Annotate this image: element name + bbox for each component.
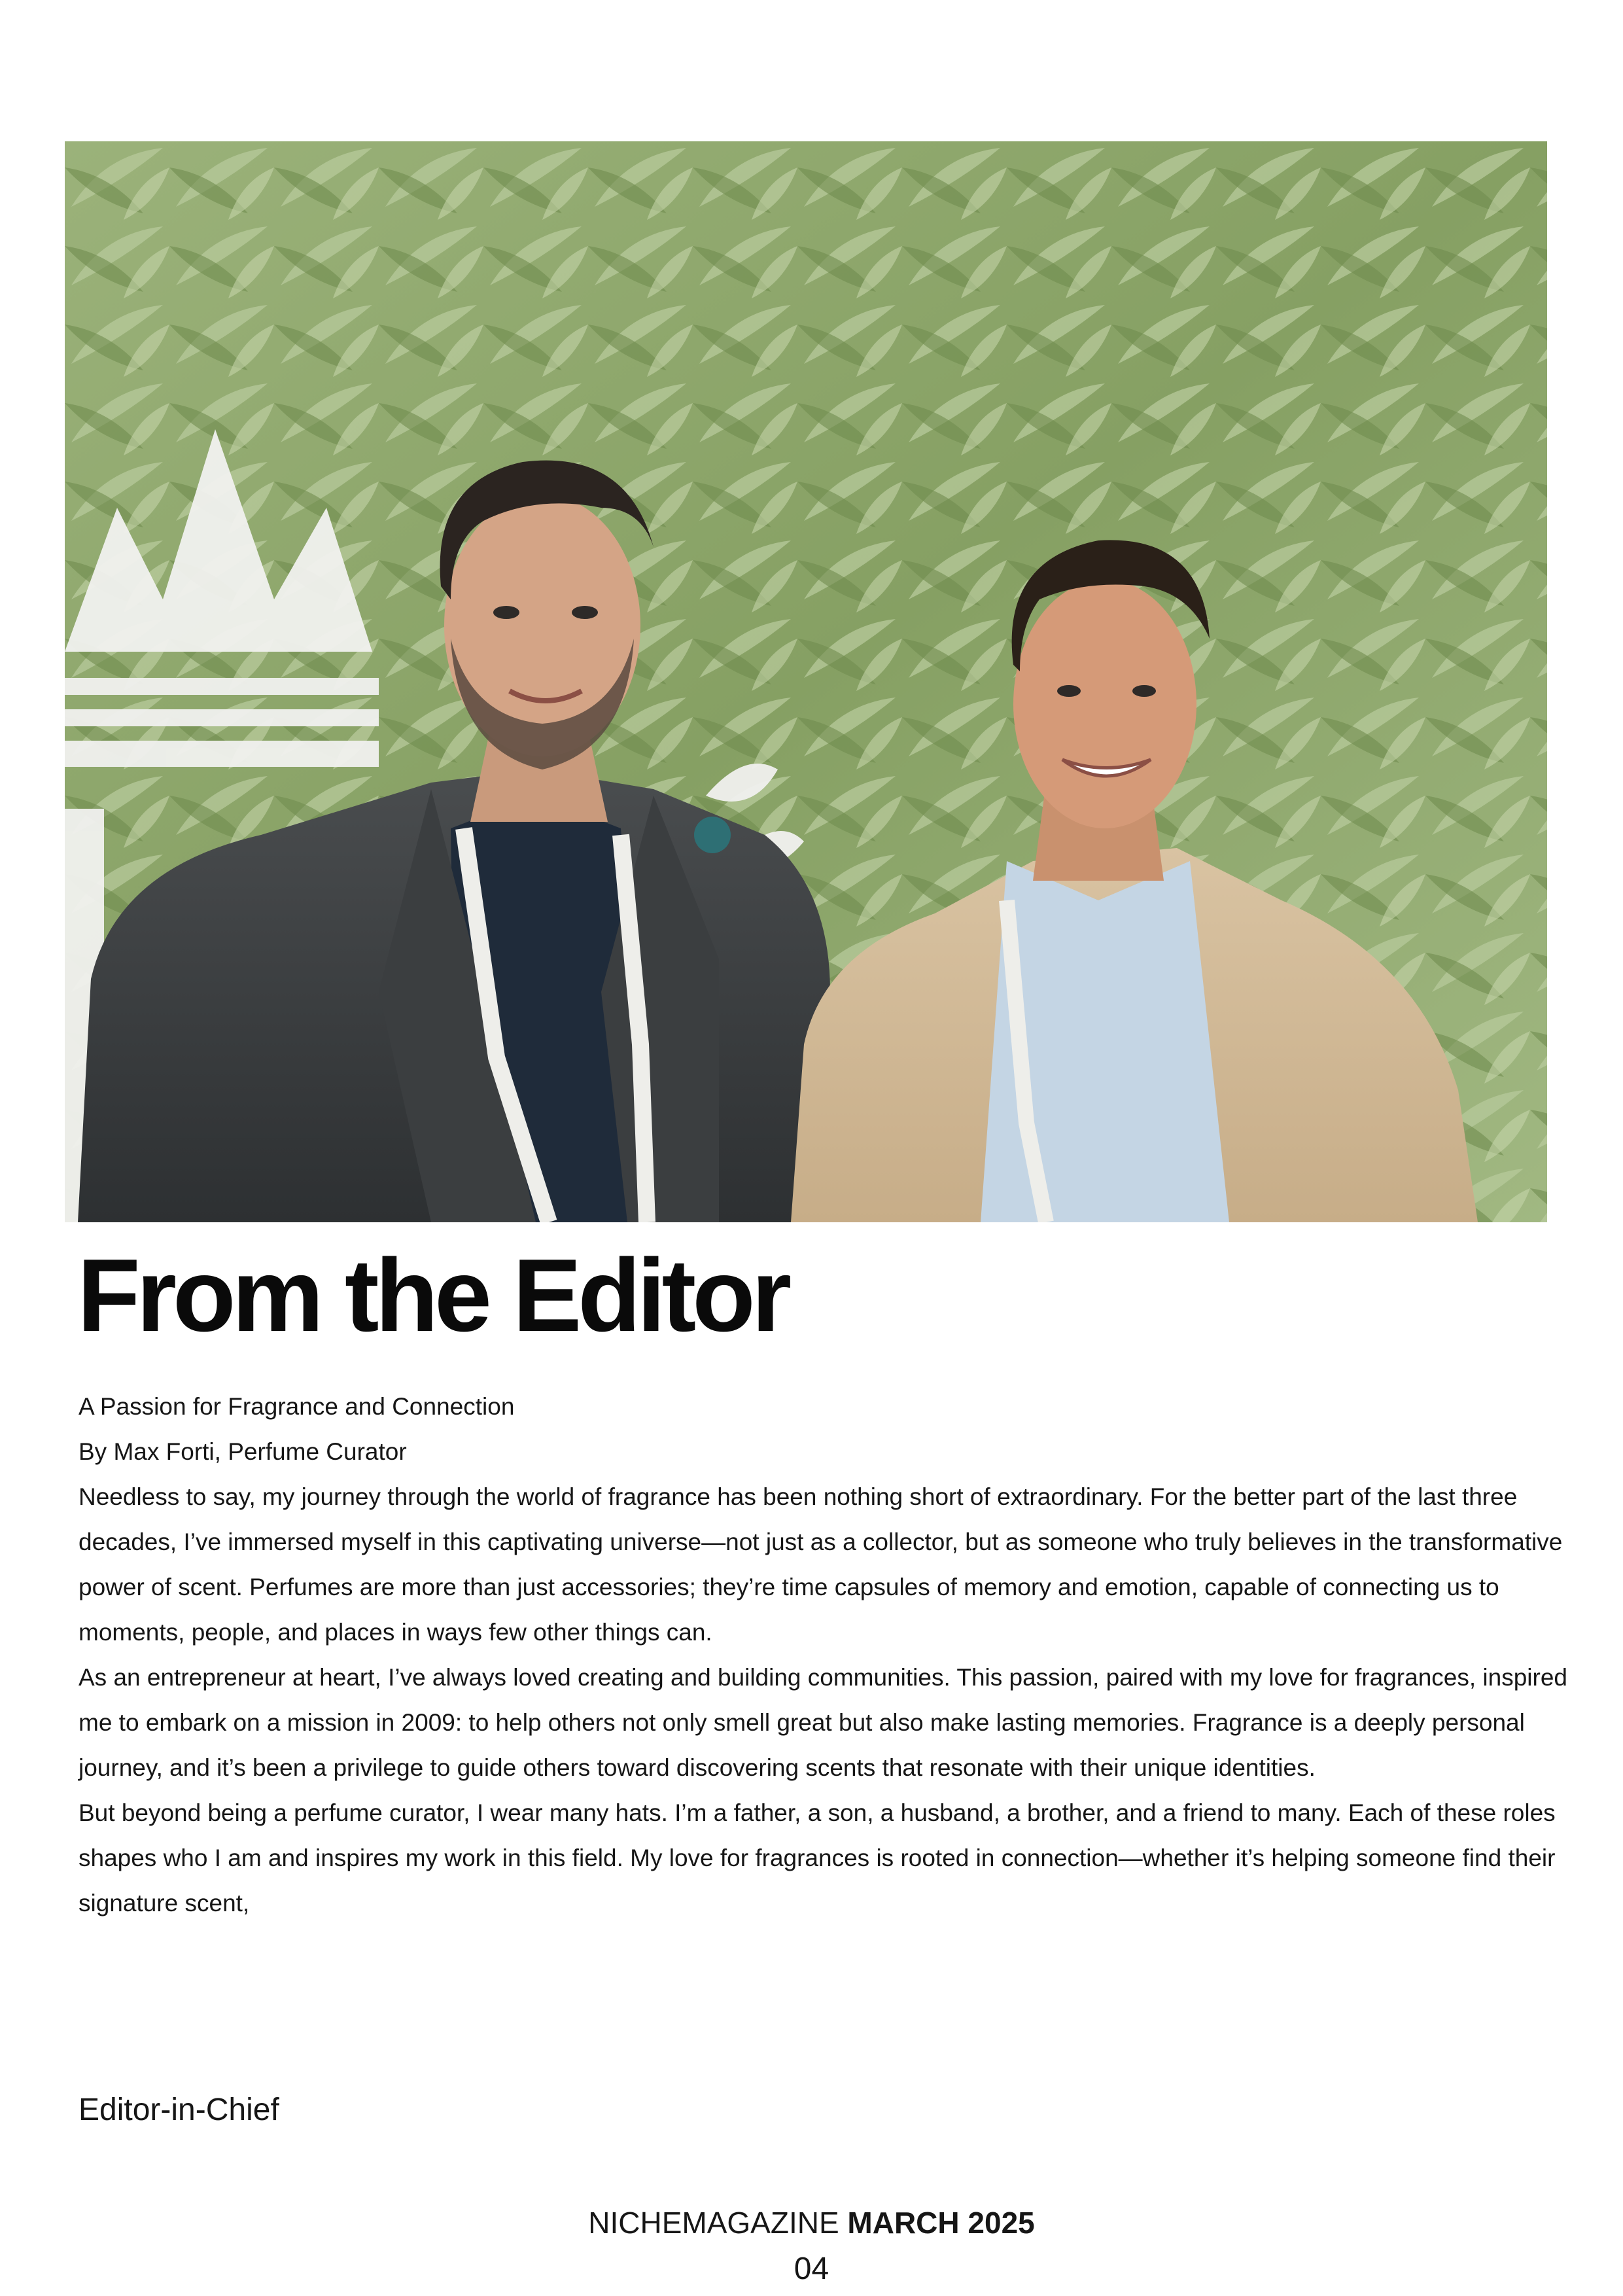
editor-photo-illustration: [65, 141, 1547, 1222]
hero-photo: [65, 141, 1547, 1222]
article-paragraph: As an entrepreneur at heart, I’ve always loved creating and building communities. This passion, paired with my love for fragrances, inspired me to embark on a mission in 2009: to help others not only smell great but also make lasting memories. Fragrance is a deeply personal journey, and it’s been a privilege to guide others toward discovering scents that resonate with their unique identities.: [79, 1664, 1567, 1781]
page-title: From the Editor: [77, 1238, 788, 1353]
page-number: 04: [794, 2252, 829, 2286]
article-subtitle: A Passion for Fragrance and Connection: [79, 1393, 515, 1420]
magazine-name: NICHEMAGAZINE: [588, 2206, 839, 2240]
issue-date: MARCH 2025: [847, 2206, 1035, 2240]
article-byline: By Max Forti, Perfume Curator: [79, 1438, 407, 1465]
article-body: [79, 1384, 1570, 1926]
article-paragraph: But beyond being a perfume curator, I wear many hats. I’m a father, a son, a husband, a brother, and a friend to many. Each of these roles shapes who I am and inspires my work in this field. My love for fragrances is rooted in connection—whether it’s helping someone find their signature scent,: [79, 1799, 1556, 1916]
page-footer: [0, 2204, 1623, 2242]
editor-role: Editor-in-Chief: [79, 2093, 279, 2127]
article-paragraph: Needless to say, my journey through the world of fragrance has been nothing short of extraordinary. For the better part of the last three decades, I’ve immersed myself in this captivating universe—not just as a collector, but as someone who truly believes in the transformative power of scent. Perfumes are more than just accessories; they’re time capsules of memory and emotion, capable of connecting us to moments, people, and places in ways few other things can.: [79, 1483, 1563, 1646]
